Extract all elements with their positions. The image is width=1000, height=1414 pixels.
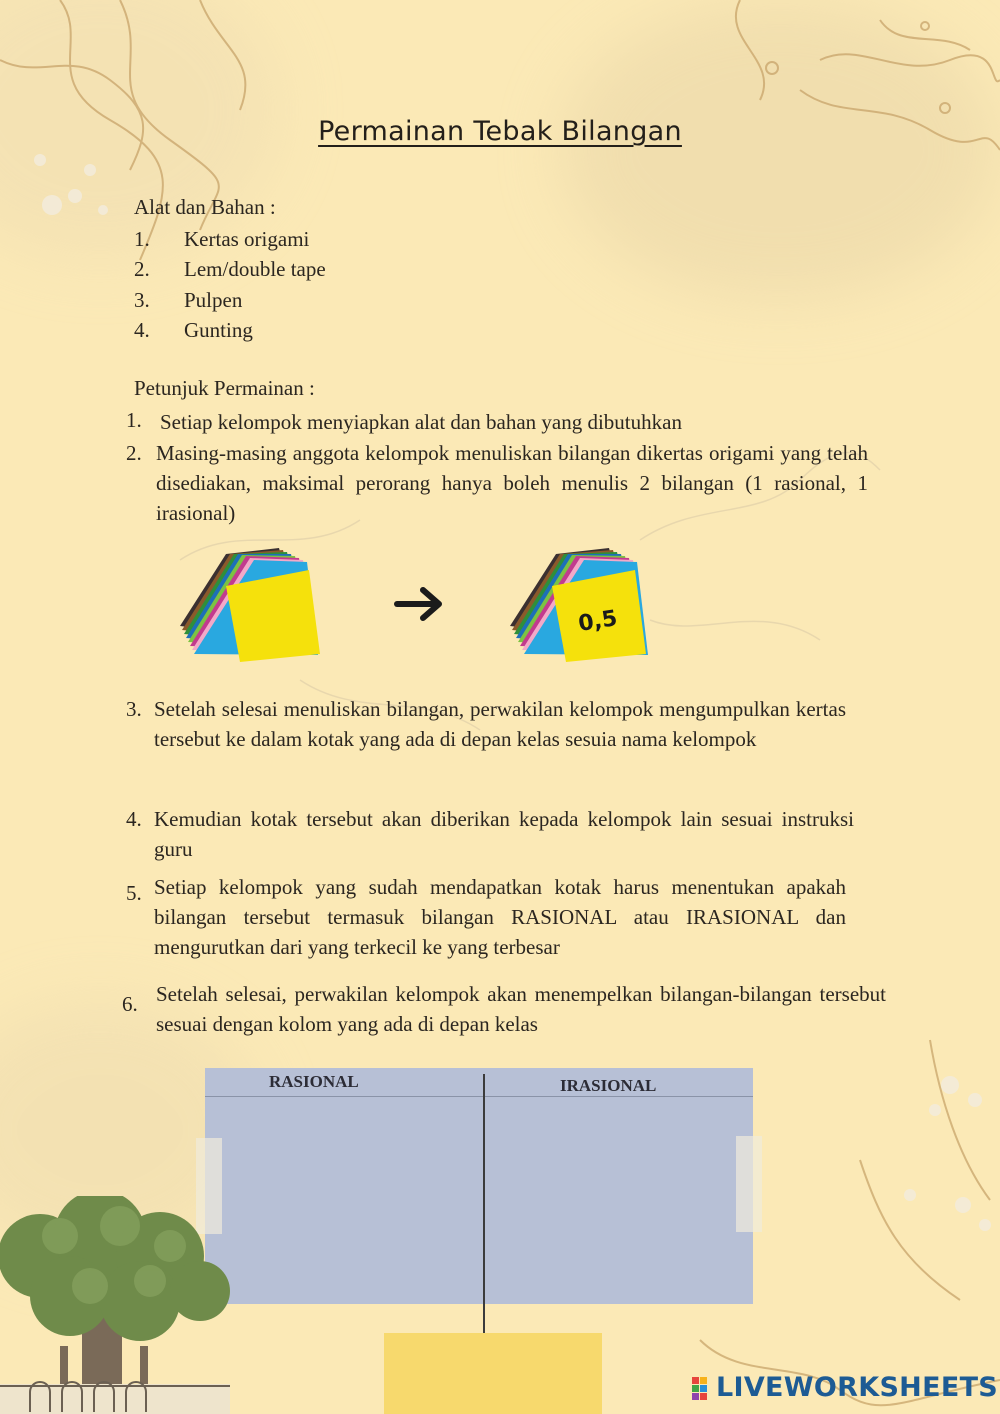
step-number: 4. bbox=[126, 807, 142, 831]
instructions-heading: Petunjuk Permainan : bbox=[134, 376, 315, 400]
materials-list bbox=[134, 224, 326, 345]
step-number: 5. bbox=[126, 881, 142, 905]
liveworksheets-watermark: LIVEWORKSHEETS bbox=[716, 1372, 999, 1403]
list-item-number: 2. bbox=[134, 257, 150, 282]
step-text: Setelah selesai menuliskan bilangan, perwakilan kelompok mengumpulkan kertas tersebut ke dalam kotak yang ada di depan kelas sesuia nama kelompok bbox=[154, 697, 846, 751]
example-number-label: 0,5 bbox=[576, 606, 620, 637]
step-number: 1. bbox=[126, 408, 142, 432]
board-header-divider bbox=[205, 1096, 753, 1097]
list-item bbox=[134, 285, 326, 315]
tree-illustration bbox=[0, 1196, 230, 1414]
step-text: Setiap kelompok yang sudah mendapatkan kotak harus menentukan apakah bilangan tersebut termasuk bilangan RASIONAL atau IRASIONAL dan mengurutkan dari yang terkecil ke yang terbesar bbox=[154, 875, 846, 959]
step-text: Setelah selesai, perwakilan kelompok akan menempelkan bilangan-bilangan tersebut sesuai dengan kolom yang ada di depan kelas bbox=[156, 982, 886, 1036]
sticky-note bbox=[384, 1333, 602, 1414]
board-header-rasional: RASIONAL bbox=[269, 1072, 359, 1091]
sorting-board bbox=[205, 1068, 753, 1304]
origami-stack-illustration bbox=[176, 540, 326, 664]
tape-right bbox=[736, 1136, 762, 1232]
step-text: Kemudian kotak tersebut akan diberikan kepada kelompok lain sesuai instruksi guru bbox=[154, 807, 854, 861]
board-header-irasional: IRASIONAL bbox=[560, 1076, 657, 1095]
page-title: Permainan Tebak Bilangan bbox=[318, 116, 682, 147]
list-item-number: 4. bbox=[134, 317, 150, 342]
list-item bbox=[134, 254, 326, 284]
list-item bbox=[134, 224, 326, 254]
liveworksheets-logo-icon bbox=[692, 1377, 716, 1401]
step-text: Masing-masing anggota kelompok menuliskan bilangan dikertas origami yang telah disediakan, maksimal perorang hanya boleh menulis 2 bilangan (1 rasional, 1 irasional) bbox=[156, 441, 868, 525]
materials-heading: Alat dan Bahan : bbox=[134, 195, 276, 219]
step-number: 6. bbox=[122, 992, 138, 1016]
list-item bbox=[134, 315, 326, 345]
arrow-right-icon bbox=[393, 582, 445, 622]
list-item-number: 3. bbox=[134, 287, 150, 312]
list-item-text: Pulpen bbox=[184, 287, 243, 312]
list-item-text: Kertas origami bbox=[184, 227, 310, 251]
step-text: Setiap kelompok menyiapkan alat dan bahan yang dibutuhkan bbox=[160, 410, 682, 434]
step-number: 3. bbox=[126, 697, 142, 721]
list-item-text: Gunting bbox=[184, 317, 253, 342]
board-column-divider bbox=[483, 1074, 485, 1336]
list-item-number: 1. bbox=[134, 227, 150, 251]
list-item-text: Lem/double tape bbox=[184, 257, 326, 282]
step-number: 2. bbox=[126, 441, 142, 465]
origami-with-number-illustration bbox=[506, 540, 656, 664]
